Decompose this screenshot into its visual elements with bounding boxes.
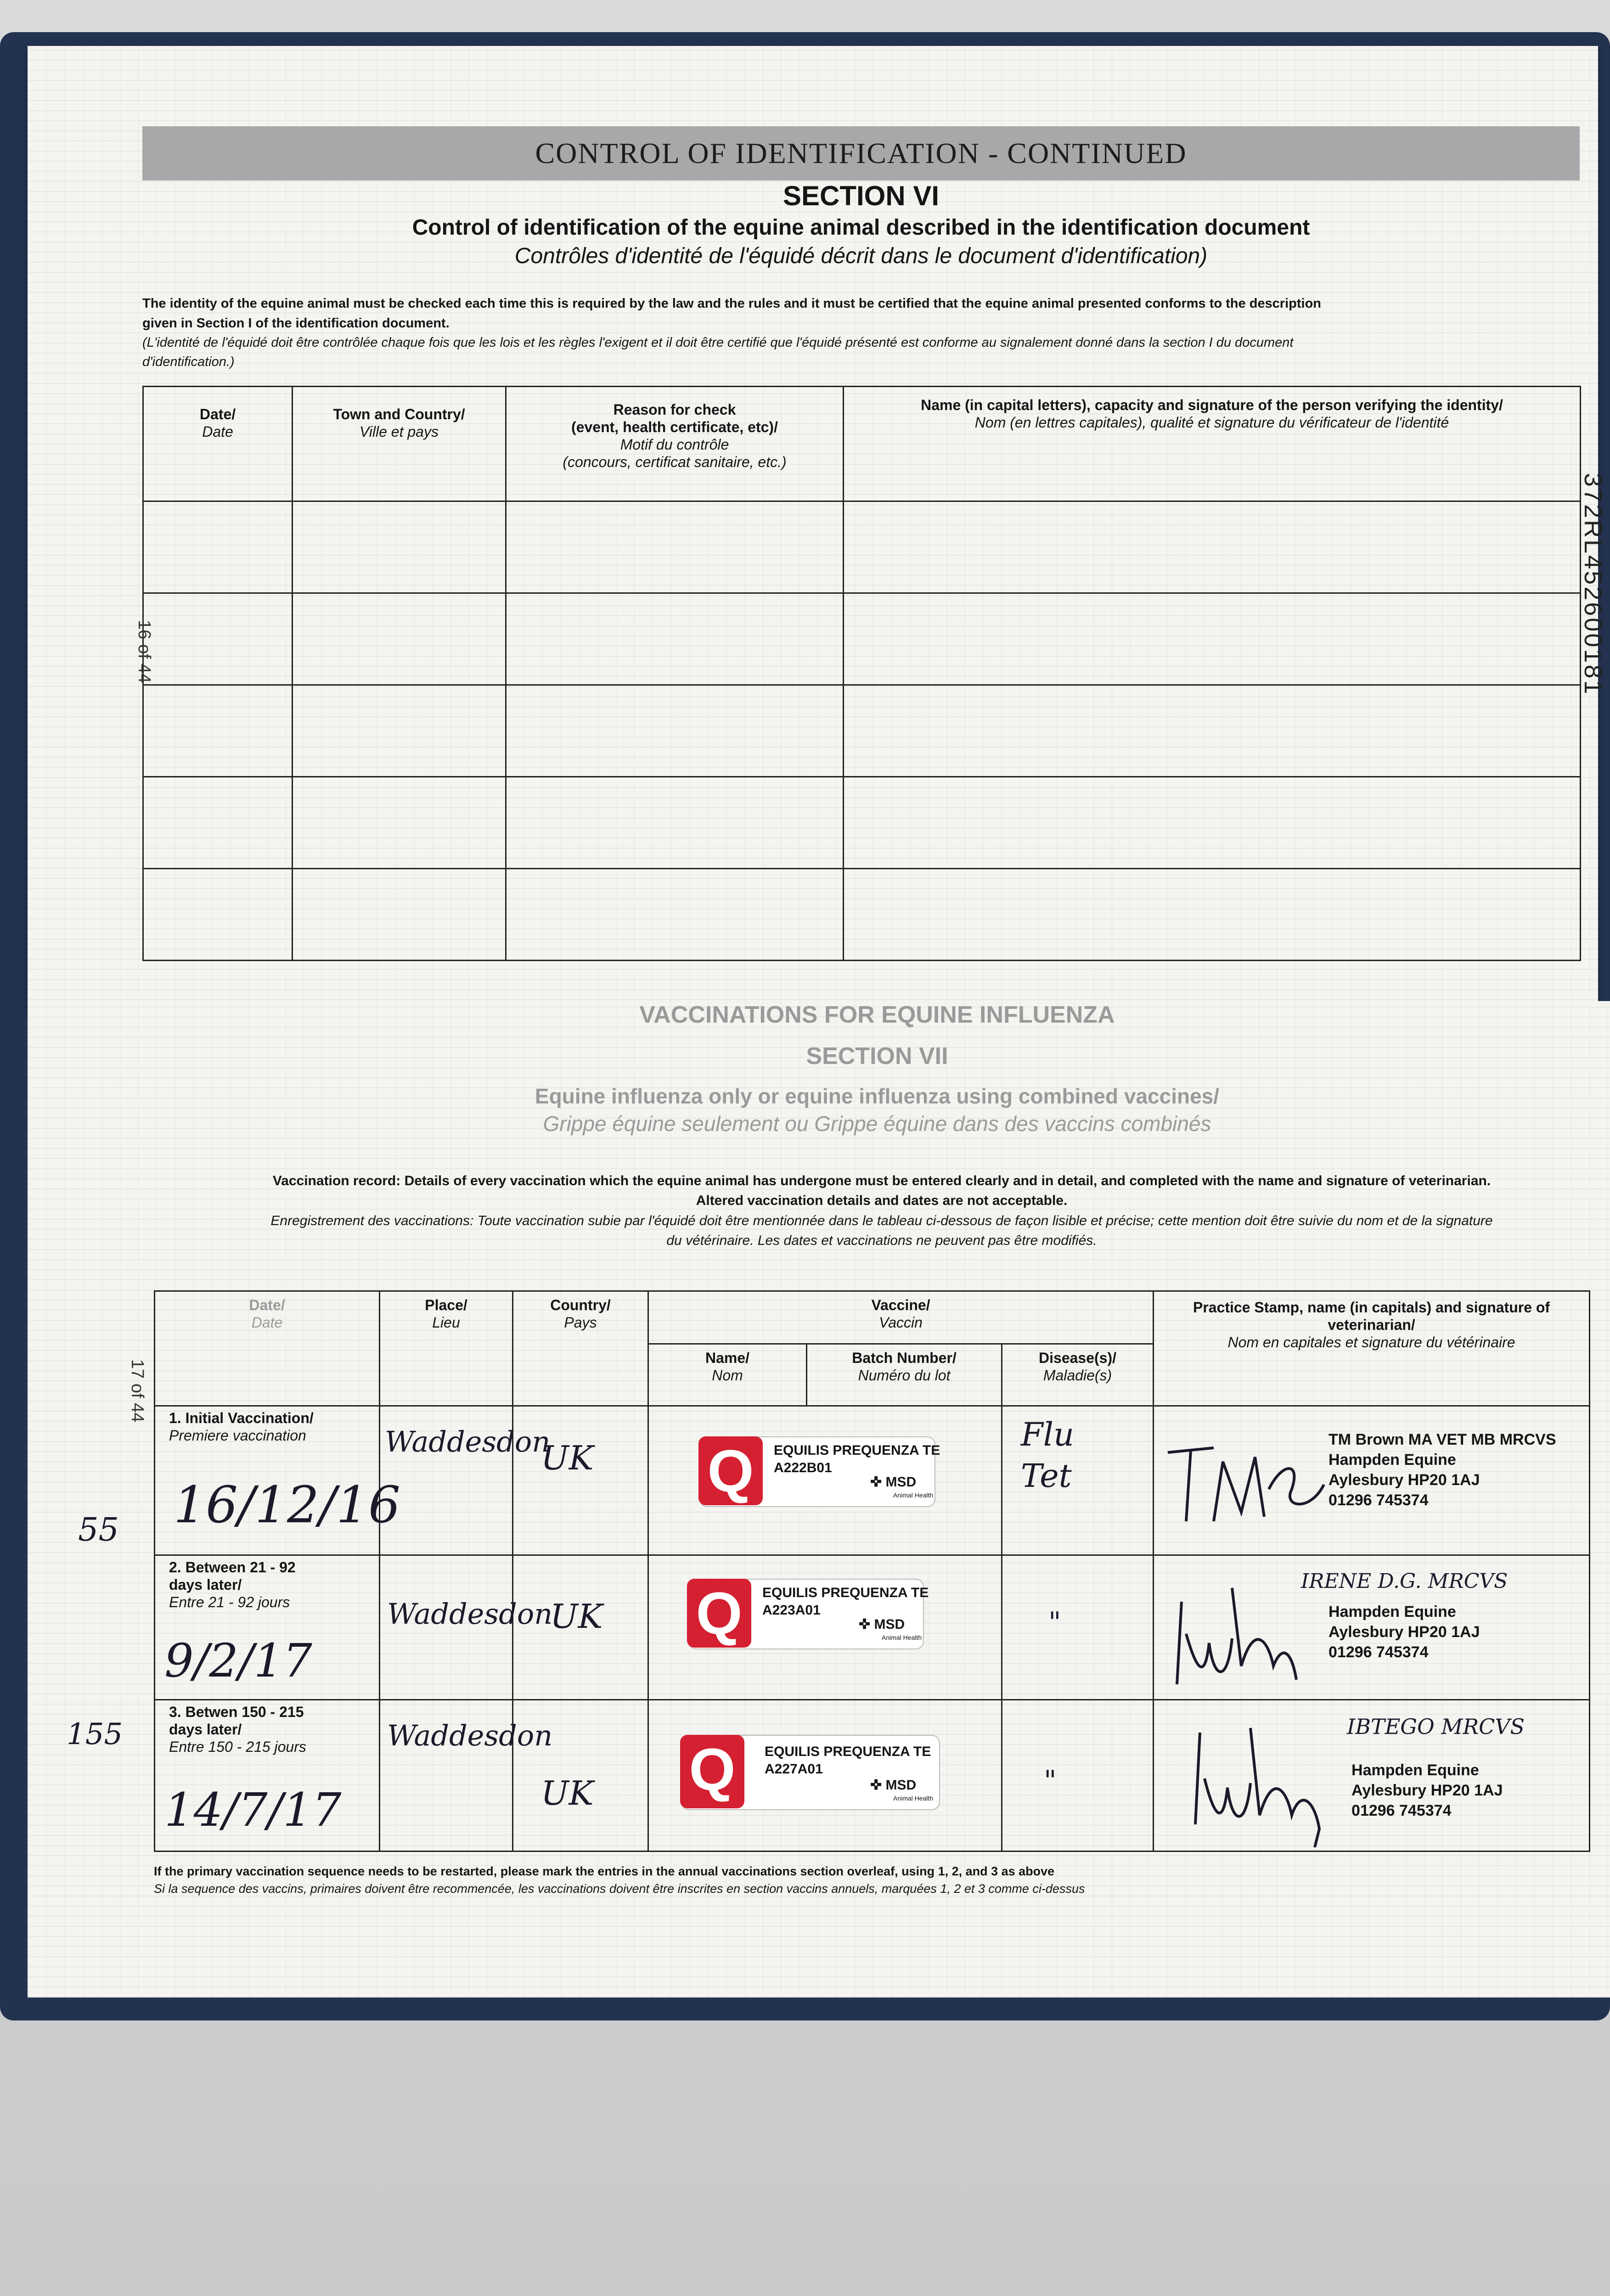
section-vi-intro-fr-1: (L'identité de l'équidé doit être contrôlée chaque fois que les lois et les règles l'exigent et il doit être certifié que l'équidé présenté est conforme au signalement donné dans la section I du document (142, 335, 1294, 350)
msd-logo: ✜ MSD (870, 1474, 917, 1490)
identity-check-row (143, 685, 1581, 777)
footnote-fr: Si la sequence des vaccins, primaires doivent être recommencée, les vaccinations doivent être inscrites en section vaccins annuels, marquées 1, 2 et 3 comme ci-dessus (154, 1882, 1085, 1896)
footnote-en: If the primary vaccination sequence needs to be restarted, please mark the entries in the annual vaccinations section overleaf, using 1, 2, and 3 as above (154, 1864, 1055, 1878)
date-cell: 2. Between 21 - 92 days later/ Entre 21 - 92 jours 9/2/17 (155, 1555, 380, 1700)
stamp-line-2: Hampden Equine (1329, 1451, 1456, 1469)
place-cell (380, 1700, 553, 1851)
q-logo-icon: Q (687, 1579, 751, 1648)
msd-subtext: Animal Health (893, 1491, 934, 1499)
page-number-17: 17 of 44 (128, 1359, 147, 1423)
section-vi-banner: CONTROL OF IDENTIFICATION - CONTINUED (142, 126, 1580, 180)
practice-cell (1154, 1555, 1590, 1700)
vaccination-header-row-1 (155, 1291, 1590, 1344)
section-vii-heading: SECTION VII (806, 1043, 948, 1069)
vaccination-place: Waddesdon (387, 1719, 553, 1752)
disease-cell (1002, 1700, 1154, 1851)
vet-signature-1 (1163, 1434, 1338, 1535)
place-cell (380, 1555, 553, 1700)
col-disease-header: Disease(s)/ Maladie(s) (1002, 1344, 1154, 1406)
vaccine-sticker (699, 1436, 940, 1507)
vaccination-row-1 (155, 1406, 1590, 1555)
vet-signature-2 (1168, 1574, 1306, 1694)
place-cell (380, 1406, 551, 1555)
margin-passport-code: 372RL452600181 (1579, 473, 1607, 696)
section-vii-title-fr: Grippe équine seulement ou Grippe équine dans des vaccins combinés (543, 1112, 1211, 1136)
vet-signature-3 (1182, 1714, 1338, 1847)
vaccination-date: 14/7/17 (164, 1783, 342, 1837)
practice-cell (1154, 1700, 1590, 1851)
identity-check-row (143, 869, 1581, 961)
col-place-header: Place/ Lieu (380, 1291, 513, 1406)
col-vaccine-header: Vaccine/ Vaccin (648, 1291, 1154, 1344)
vaccine-sticker (688, 1579, 929, 1649)
vaccine-name: EQUILIS PREQUENZA TE (774, 1443, 940, 1458)
stamp-line-3: Aylesbury HP20 1AJ (1329, 1623, 1480, 1641)
section-vi-intro-fr-2: d'identification.) (142, 355, 235, 369)
q-logo-icon: Q (680, 1735, 744, 1808)
section-vii-intro-en-1: Vaccination record: Details of every vaccination which the equine animal has undergone must be entered clearly and in detail, and completed with the name and signature of veterinarian. (272, 1173, 1491, 1188)
disease-cell (1002, 1406, 1154, 1555)
identity-check-row (143, 777, 1581, 869)
page-section-vii (28, 1001, 1610, 1998)
stamp-line-4: 01296 745374 (1351, 1802, 1452, 1819)
stamp-line-1: TM Brown MA VET MB MRCVS (1329, 1431, 1556, 1448)
practice-cell (1154, 1406, 1590, 1555)
msd-subtext: Animal Health (882, 1634, 922, 1641)
vaccine-batch: A227A01 (765, 1761, 823, 1777)
msd-cross-icon: ✜ (870, 1474, 886, 1490)
date-cell: 3. Betwen 150 - 215 days later/ Entre 150 - 215 jours 14/7/17 (155, 1700, 380, 1851)
disease-cell (1002, 1555, 1154, 1700)
page-number-16: 16 of 44 (135, 620, 154, 683)
stamp-line-2: Hampden Equine (1329, 1603, 1456, 1621)
q-logo-icon: Q (698, 1436, 763, 1505)
stamp-line-3: Aylesbury HP20 1AJ (1329, 1471, 1480, 1489)
disease-1: " (1048, 1606, 1061, 1638)
country-cell (513, 1406, 648, 1555)
col-date-header: Date/ Date (143, 387, 293, 501)
section-vi-heading: SECTION VI (782, 180, 940, 211)
vaccination-country: UK (541, 1774, 594, 1812)
disease-1: Flu (1021, 1416, 1075, 1453)
msd-logo: ✜ MSD (859, 1617, 905, 1632)
vaccination-country: UK (550, 1597, 603, 1636)
stamp-vet-name: IRENE D.G. MRCVS (1301, 1570, 1508, 1593)
vaccine-batch: A223A01 (762, 1603, 821, 1618)
vaccine-batch: A222B01 (774, 1460, 832, 1475)
msd-logo: ✜ MSD (870, 1778, 917, 1793)
identity-check-row (143, 501, 1581, 593)
msd-cross-icon: ✜ (859, 1617, 874, 1632)
vaccination-date: 9/2/17 (164, 1634, 312, 1688)
disease-2: Tet (1021, 1457, 1072, 1495)
identity-check-table (142, 386, 1581, 961)
col-town-header: Town and Country/ Ville et pays (293, 387, 506, 501)
section-vi-title-fr: Contrôles d'identité de l'équidé décrit dans le document d'identification) (514, 244, 1208, 268)
col-country-header: Country/ Pays (513, 1291, 648, 1406)
msd-cross-icon: ✜ (870, 1778, 886, 1793)
col-batch-header: Batch Number/ Numéro du lot (807, 1344, 1002, 1406)
vaccination-place: Waddesdon (387, 1597, 553, 1631)
section-vi-title-en: Control of identification of the equine animal described in the identification document (412, 215, 1310, 240)
stamp-line-4: 01296 745374 (1329, 1491, 1429, 1509)
margin-note-155: 155 (67, 1717, 123, 1751)
page-section-vi (28, 46, 1598, 1010)
stamp-line-2: Hampden Equine (1351, 1761, 1479, 1779)
col-reason-header: Reason for check (event, health certificate, etc)/ Motif du contrôle (concours, certificat sanitaire, etc.) (506, 387, 844, 501)
stamp-line-4: 01296 745374 (1329, 1643, 1429, 1661)
msd-subtext: Animal Health (893, 1795, 934, 1802)
date-cell: 1. Initial Vaccination/ Premiere vaccination 16/12/16 (155, 1406, 380, 1555)
margin-note-55: 55 (78, 1511, 119, 1548)
identity-check-row (143, 593, 1581, 685)
section-vi-intro-en-2: given in Section I of the identification document. (142, 316, 450, 331)
section-vii-banner: VACCINATIONS FOR EQUINE INFLUENZA (639, 1002, 1115, 1028)
col-date-header: Date/ Date (155, 1291, 380, 1406)
vaccination-country: UK (541, 1439, 594, 1477)
vaccination-row-2 (155, 1555, 1590, 1700)
vaccine-sticker-cell (648, 1700, 1002, 1851)
vaccine-name: EQUILIS PREQUENZA TE (765, 1744, 931, 1759)
section-vii-title-en: Equine influenza only or equine influenza using combined vaccines/ (535, 1084, 1220, 1108)
vaccine-sticker-cell (648, 1555, 1002, 1700)
vaccine-sticker-cell (648, 1406, 1002, 1555)
section-vii-intro-fr-2: du vétérinaire. Les dates et vaccinations ne peuvent pas être modifiés. (666, 1233, 1097, 1248)
vaccination-table (154, 1290, 1590, 1852)
vaccine-name: EQUILIS PREQUENZA TE (762, 1585, 929, 1600)
country-cell (513, 1700, 648, 1851)
country-cell (513, 1555, 648, 1700)
col-practice-header: Practice Stamp, name (in capitals) and signature of veterinarian/ Nom en capitales et signature du vétérinaire (1154, 1291, 1590, 1406)
disease-1: " (1044, 1765, 1057, 1797)
identity-check-header-row (143, 387, 1581, 501)
stamp-vet-name: IBTEGO MRCVS (1347, 1714, 1525, 1739)
stamp-line-3: Aylesbury HP20 1AJ (1351, 1782, 1503, 1799)
vaccination-place: Waddesdon (385, 1425, 551, 1458)
vaccine-sticker (681, 1735, 940, 1810)
vaccination-row-3 (155, 1700, 1590, 1851)
section-vi-intro-en-1: The identity of the equine animal must be checked each time this is required by the law and the rules and it must be certified that the equine animal presented conforms to the description (142, 296, 1322, 311)
section-vii-intro-en-2: Altered vaccination details and dates are not acceptable. (696, 1193, 1068, 1208)
col-vaccine-name-header: Name/ Nom (648, 1344, 807, 1406)
col-name-header: Name (in capital letters), capacity and signature of the person verifying the identity/ Nom (en lettres capitales), qualité et signature du vérificateur de l'identité (844, 387, 1581, 501)
section-vii-intro-fr-1: Enregistrement des vaccinations: Toute vaccination subie par l'équidé doit être mentionnée dans le tableau ci-dessous de façon lisible et précise; cette mention doit être suivie du nom et de la signature (270, 1213, 1493, 1228)
vaccination-date: 16/12/16 (174, 1475, 401, 1534)
